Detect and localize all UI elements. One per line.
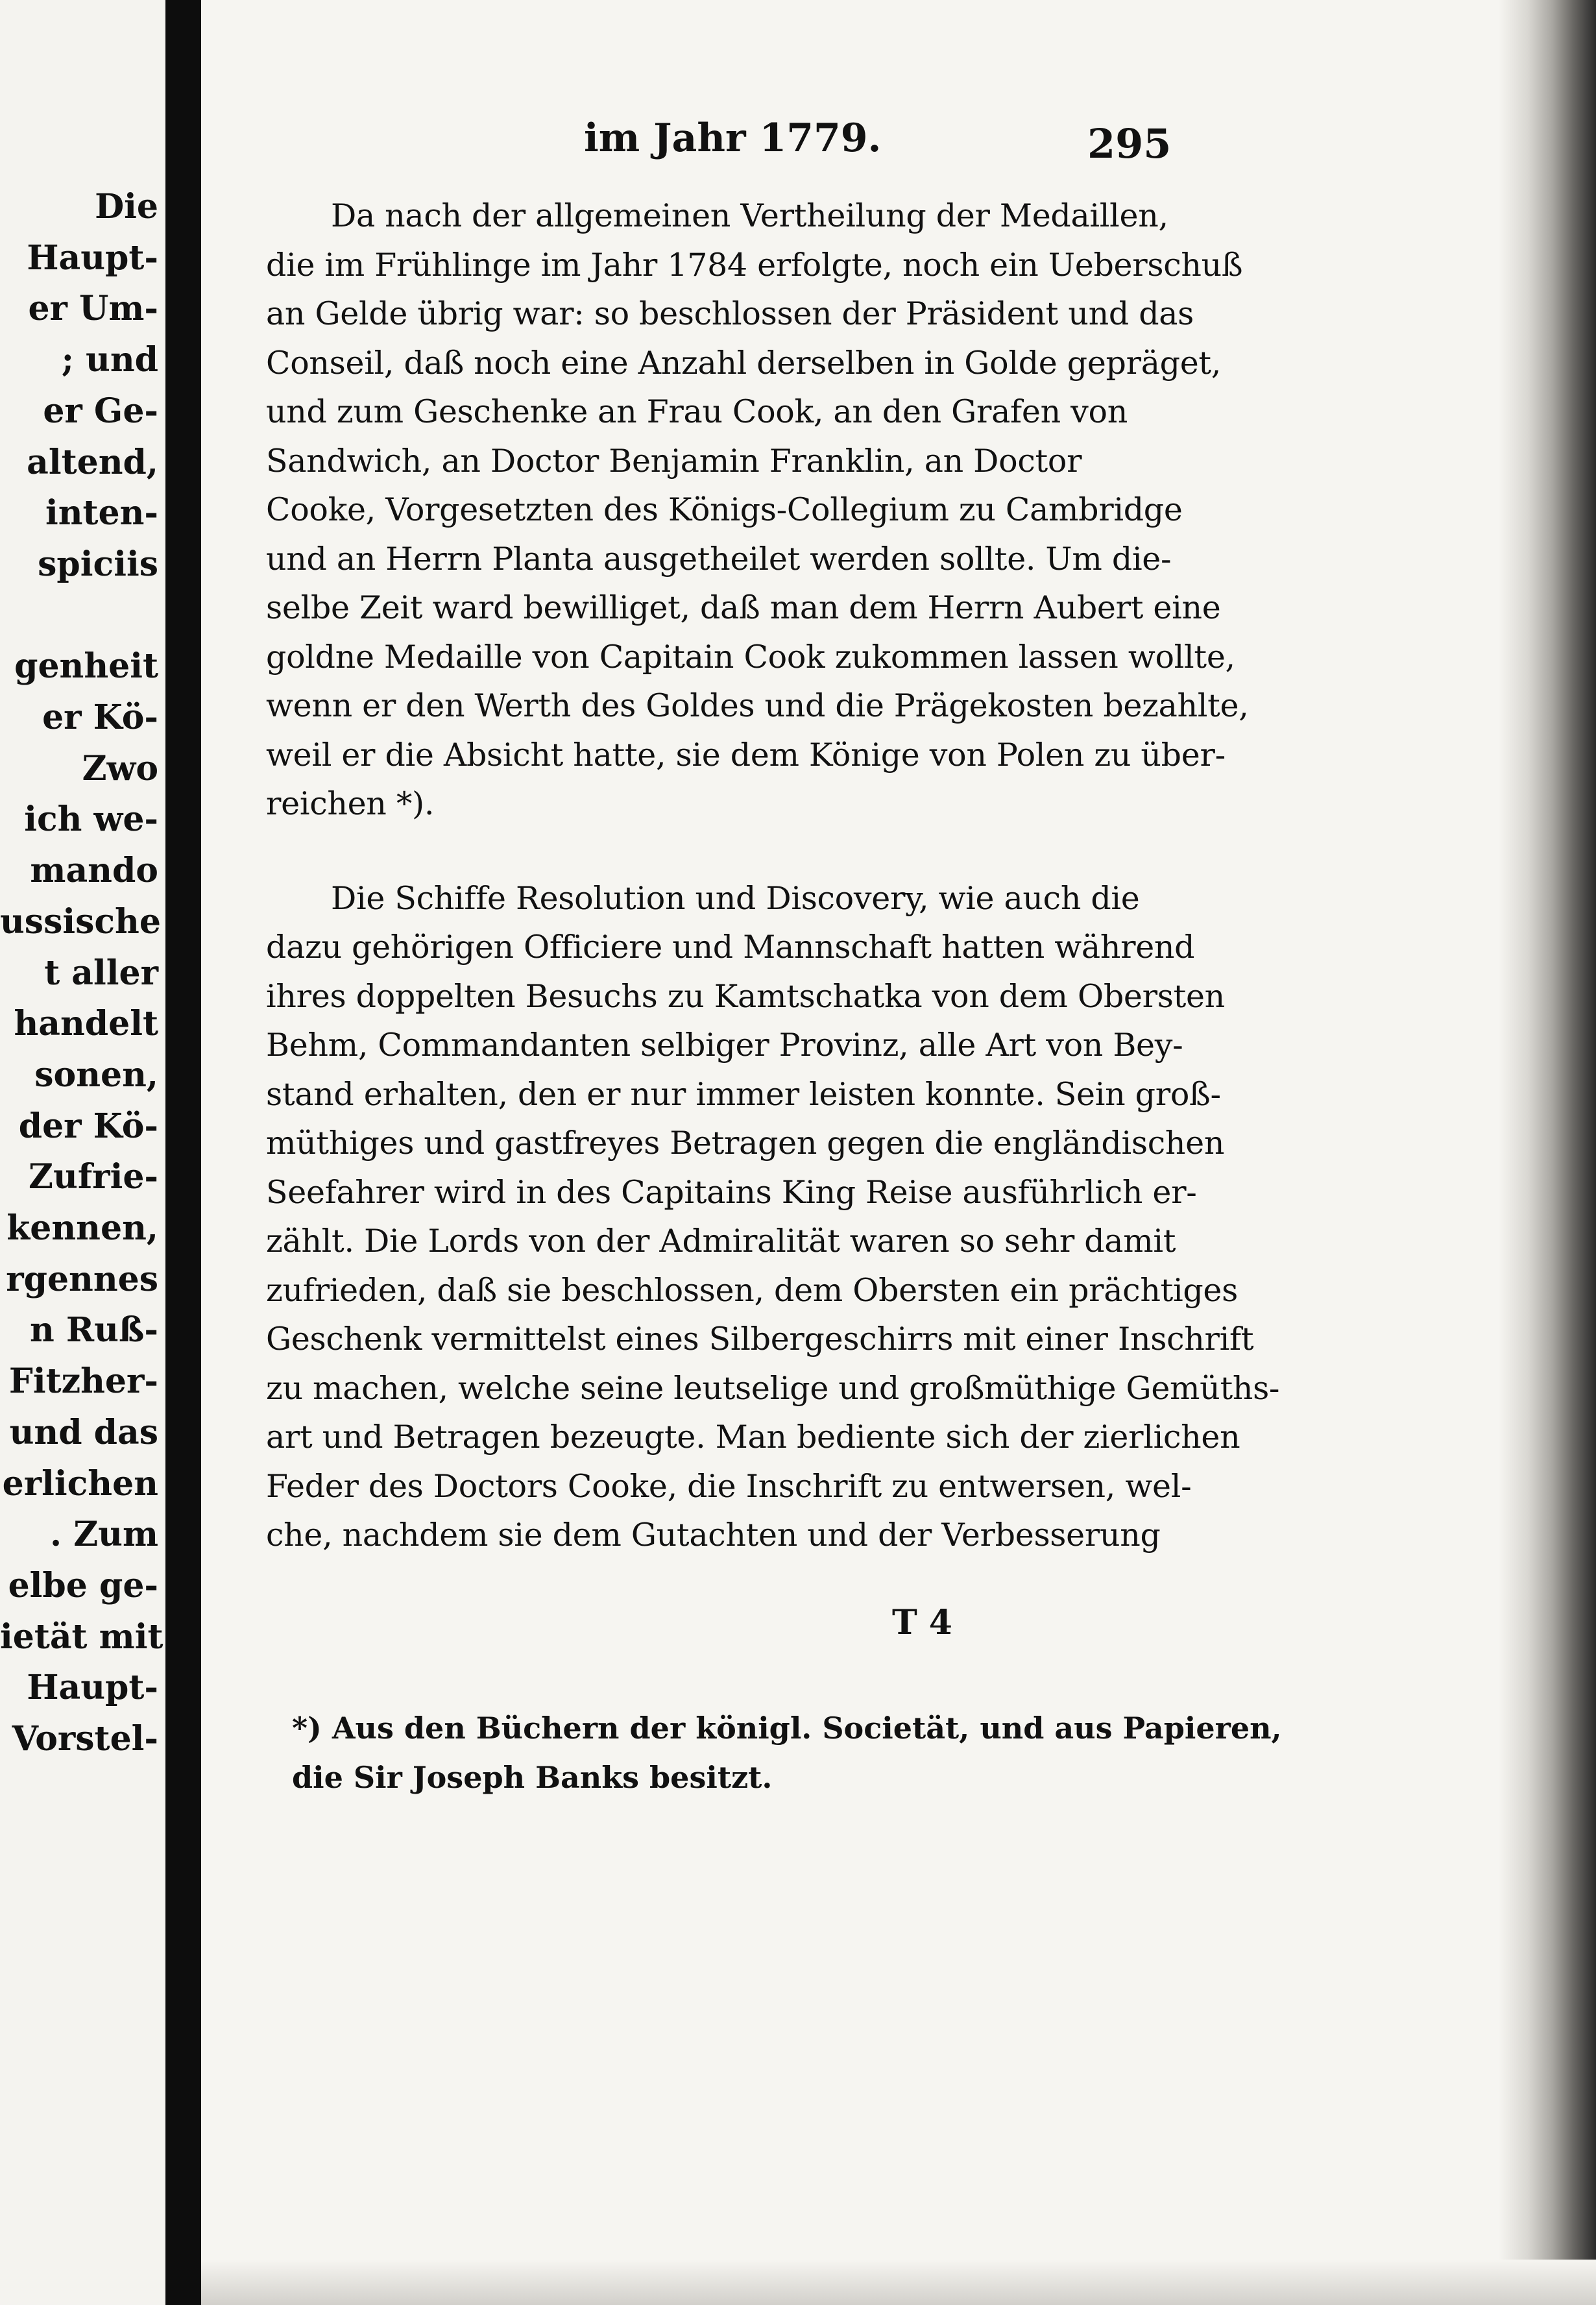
text-line: zählt. Die Lords von der Admiralität waren so sehr damit: [266, 1223, 1176, 1260]
page-number: 295: [1087, 120, 1172, 167]
text-line: Sandwich, an Doctor Benjamin Franklin, an Doctor: [266, 442, 1082, 480]
left-page-line-fragment: er Ge-: [43, 391, 158, 431]
left-page-line-fragment: altend,: [27, 442, 158, 482]
left-page-line-fragment: n Ruß-: [29, 1310, 158, 1350]
text-line: Da nach der allgemeinen Vertheilung der Medaillen,: [331, 197, 1168, 234]
text-line: an Gelde übrig war: so beschlossen der Präsident und das: [266, 295, 1194, 332]
text-line: Geschenk vermittelst eines Silbergeschirrs mit einer Inschrift: [266, 1321, 1254, 1358]
left-page-line-fragment: genheit: [14, 646, 158, 687]
left-page-line-fragment: erlichen: [2, 1463, 158, 1504]
left-page-text-strip: [0, 182, 162, 1765]
book-gutter: [165, 0, 201, 2305]
right-page: [201, 0, 1596, 2305]
text-line: dazu gehörigen Officiere und Mannschaft hatten während: [266, 929, 1195, 966]
left-page-line-fragment: ussische: [0, 901, 161, 942]
text-line: weil er die Absicht hatte, sie dem Könige von Polen zu über-: [266, 736, 1226, 774]
text-line: die im Frühlinge im Jahr 1784 erfolgte, noch ein Ueberschuß: [266, 246, 1243, 284]
left-page-line-fragment: rgennes: [6, 1259, 158, 1299]
footnote: [292, 1703, 1317, 1802]
text-line: wenn er den Werth des Goldes und die Prägekosten bezahlte,: [266, 687, 1249, 724]
text-line: zufrieden, daß sie beschlossen, dem Obersten ein prächtiges: [266, 1271, 1238, 1309]
left-page-line-fragment: der Kö-: [18, 1106, 158, 1146]
left-page-line-fragment: Vorstel-: [12, 1719, 158, 1759]
left-page-line-fragment: Zufrie-: [29, 1157, 158, 1197]
text-line: und an Herrn Planta ausgetheilet werden sollte. Um die-: [266, 540, 1172, 578]
left-page-line-fragment: handelt: [14, 1004, 158, 1044]
footnote-line: die Sir Joseph Banks besitzt.: [292, 1760, 773, 1795]
left-page-line-fragment: spiciis: [38, 544, 158, 584]
text-line: selbe Zeit ward bewilliget, daß man dem Herrn Aubert eine: [266, 589, 1221, 626]
left-page-line-fragment: Fitzher-: [8, 1361, 158, 1402]
left-page-line-fragment: Die: [95, 187, 158, 226]
left-page-line-fragment: . Zum: [50, 1515, 158, 1555]
page-edge-shadow: [1499, 0, 1596, 2305]
left-page-line-fragment: kennen,: [6, 1208, 158, 1249]
text-line: Feder des Doctors Cooke, die Inschrift zu entwersen, wel-: [266, 1467, 1192, 1505]
left-page-line-fragment: ich we-: [24, 799, 158, 840]
text-line: zu machen, welche seine leutselige und großmüthige Gemüths-: [266, 1369, 1280, 1407]
text-line: che, nachdem sie dem Gutachten und der Verbesserung: [266, 1517, 1161, 1554]
left-page-line-fragment: Haupt-: [27, 1668, 158, 1708]
left-page-line-fragment: Zwo: [82, 748, 158, 788]
left-page-line-fragment: Haupt-: [27, 238, 158, 278]
text-line: Cooke, Vorgesetzten des Königs-Collegium zu Cambridge: [266, 491, 1183, 528]
left-page-line-fragment: ; und: [61, 340, 158, 380]
left-page-line-fragment: mando: [30, 851, 158, 891]
text-line: ihres doppelten Besuchs zu Kamtschatka von dem Obersten: [266, 977, 1225, 1015]
text-line: stand erhalten, den er nur immer leisten konnte. Sein groß-: [266, 1075, 1221, 1113]
left-page-line-fragment: sonen,: [34, 1055, 158, 1095]
left-page-line-fragment: und das: [9, 1412, 158, 1452]
left-page: [0, 0, 165, 2305]
text-line: Conseil, daß noch eine Anzahl derselben in Golde gepräget,: [266, 344, 1222, 382]
left-page-line-fragment: t aller: [44, 953, 158, 993]
running-head: im Jahr 1779.: [584, 116, 882, 161]
text-line: und zum Geschenke an Frau Cook, an den Grafen von: [266, 393, 1128, 430]
footnote-line: *) Aus den Büchern der königl. Societät, und aus Papieren,: [292, 1711, 1282, 1746]
text-line: reichen *).: [266, 785, 435, 822]
text-line: Seefahrer wird in des Capitains King Reise ausführlich er-: [266, 1173, 1197, 1211]
text-line: müthiges und gastfreyes Betragen gegen die engländischen: [266, 1125, 1225, 1162]
text-line: goldne Medaille von Capitain Cook zukommen lassen wollte,: [266, 638, 1235, 676]
signature-mark: T 4: [892, 1603, 952, 1642]
left-page-line-fragment: inten-: [45, 493, 158, 533]
text-line: art und Betragen bezeugte. Man bediente sich der zierlichen: [266, 1419, 1240, 1456]
text-line: Behm, Commandanten selbiger Provinz, alle Art von Bey-: [266, 1027, 1183, 1064]
left-page-line-fragment: [0, 591, 162, 642]
paragraph-gap: [266, 829, 1349, 874]
left-page-line-fragment: er Kö-: [42, 698, 158, 738]
text-line: Die Schiffe Resolution und Discovery, wie auch die: [331, 879, 1140, 917]
left-page-line-fragment: er Um-: [28, 289, 158, 329]
left-page-line-fragment: elbe ge-: [8, 1565, 158, 1605]
left-page-line-fragment: ietät mit: [0, 1616, 163, 1657]
page-bottom-shade: [201, 2260, 1596, 2305]
body-text: [266, 191, 1349, 1560]
